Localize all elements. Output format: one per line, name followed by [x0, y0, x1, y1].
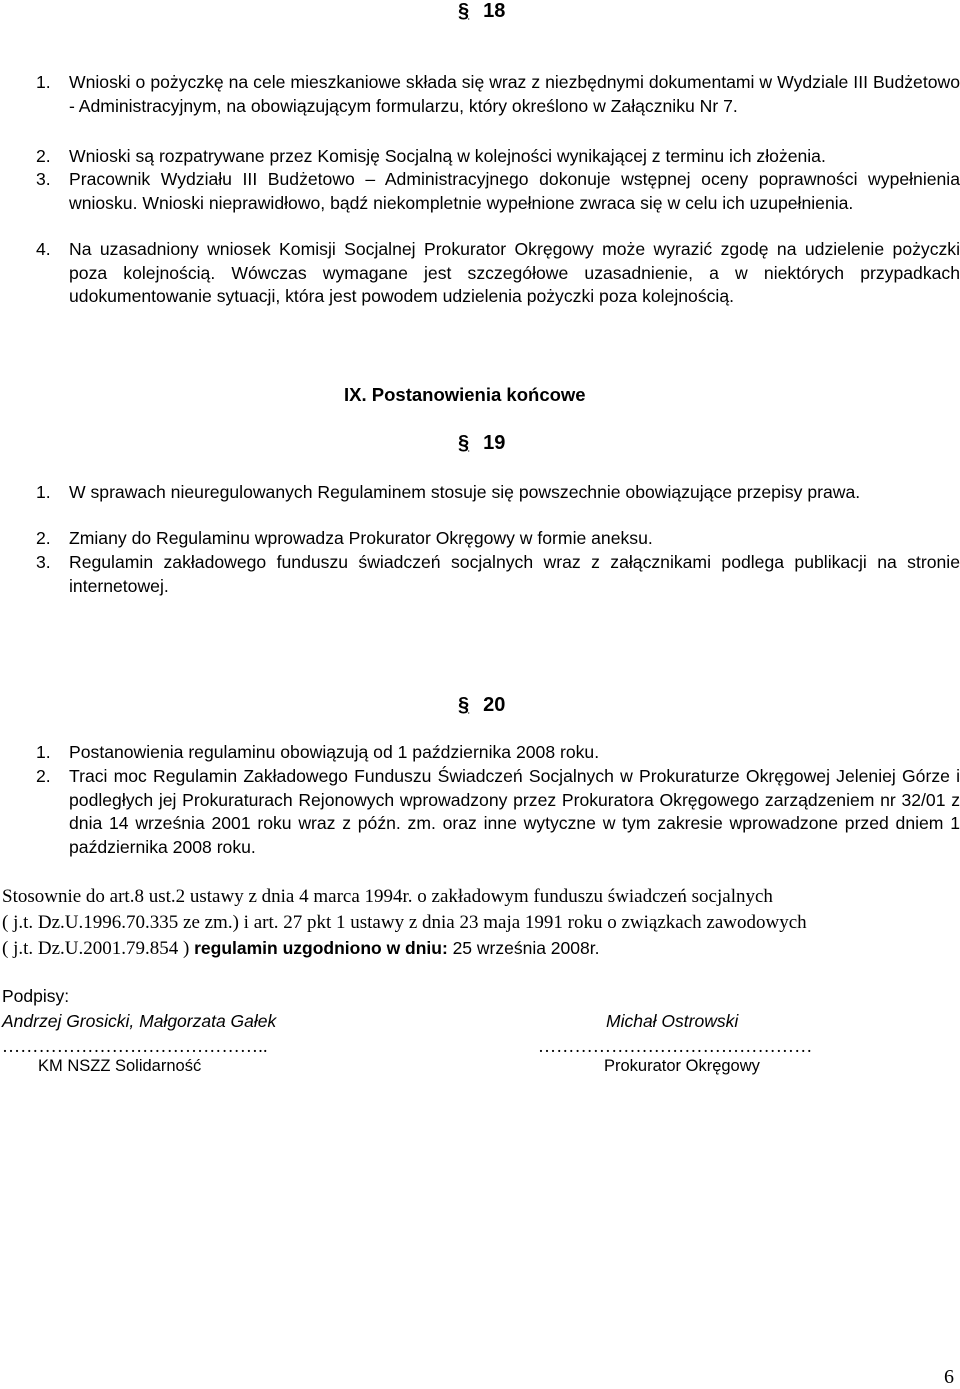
section-number: 20	[483, 694, 506, 716]
item-number: 1.	[36, 742, 51, 762]
page-number: 6	[944, 1366, 954, 1388]
left-signature-line: ……………………………………..	[2, 1036, 268, 1056]
list-item	[36, 481, 960, 505]
item-number: 2.	[36, 766, 51, 786]
agreement-date: 25 września 2008r.	[452, 938, 600, 958]
item-text: Regulamin zakładowego funduszu świadczeń socjalnych wraz z załącznikami podlega publikacji na stronie internetowej.	[69, 552, 960, 596]
list-item	[36, 145, 960, 169]
item-text: W sprawach nieuregulowanych Regulaminem stosuje się powszechnie obowiązujące przepisy prawa.	[69, 482, 861, 502]
item-text: Na uzasadniony wniosek Komisji Socjalnej Prokurator Okręgowy może wyrazić zgodę na udzielenie pożyczki poza kolejnością. Wówczas wymagane jest szczegółowe uzasadnienie, a w niektórych przypadkach udokumentowanie sytuacji, która jest powodem udzielenia pożyczki poza kolejnością.	[69, 239, 960, 306]
list-item	[36, 527, 960, 551]
signatures-label: Podpisy:	[2, 986, 70, 1006]
item-text: Wnioski o pożyczkę na cele mieszkaniowe składa się wraz z niezbędnymi dokumentami w Wydziale III Budżetowo - Administracyjnym, na obowiązującym formularzu, który określono w Załączniku Nr 7.	[69, 72, 960, 116]
section-number: 19	[483, 432, 506, 454]
section-symbol: §	[458, 0, 470, 22]
right-signatory-name: Michał Ostrowski	[606, 1011, 739, 1031]
agreement-statement: regulamin uzgodniono w dniu:	[194, 938, 448, 958]
item-number: 4.	[36, 239, 51, 259]
section-19-heading	[458, 432, 505, 455]
item-number: 1.	[36, 482, 51, 502]
item-number: 2.	[36, 528, 51, 548]
item-text: Wnioski są rozpatrywane przez Komisję Socjalną w kolejności wynikającej z terminu ich złożenia.	[69, 146, 826, 166]
left-signatories	[2, 1011, 276, 1032]
item-number: 2.	[36, 146, 51, 166]
legal-basis-citation: ( j.t. Dz.U.2001.79.854 )	[2, 938, 190, 959]
list-item	[36, 71, 960, 118]
list-item	[36, 765, 960, 859]
section-18-heading	[458, 0, 505, 23]
right-signature-line: ………………………………………	[538, 1036, 813, 1056]
legal-basis-line-2: ( j.t. Dz.U.1996.70.335 ze zm.) i art. 27 pkt 1 ustawy z dnia 23 maja 1991 roku o związkach zawodowych	[2, 912, 807, 933]
item-text: Traci moc Regulamin Zakładowego Funduszu Świadczeń Socjalnych w Prokuraturze Okręgowej Jeleniej Górze i podległych jej Prokuraturach Rejonowych wprowadzony przez Prokuratora Okręgowego zarządzeniem nr 32/01 z dnia 14 września 2001 roku wraz z późn. zm. oraz inne wytyczne w tym zakresie wprowadzone przed dniem 1 października 2008 roku.	[69, 766, 960, 857]
section-number: 18	[483, 0, 506, 22]
item-number: 1.	[36, 72, 51, 92]
item-text: Postanowienia regulaminu obowiązują od 1 października 2008 roku.	[69, 742, 600, 762]
list-item	[36, 168, 960, 215]
item-number: 3.	[36, 169, 51, 189]
item-text: Zmiany do Regulaminu wprowadza Prokurator Okręgowy w formie aneksu.	[69, 528, 653, 548]
section-symbol: §	[458, 694, 470, 716]
item-number: 3.	[36, 552, 51, 572]
chapter-title: IX. Postanowienia końcowe	[344, 384, 586, 405]
item-text: Pracownik Wydziału III Budżetowo – Administracyjnego dokonuje wstępnej oceny poprawności wypełnienia wniosku. Wnioski nieprawidłowo, bądź niekompletnie wypełnione zwraca się w celu ich uzupełnienia.	[69, 169, 960, 213]
list-item	[36, 238, 960, 309]
right-signatory	[606, 1011, 738, 1032]
legal-basis-line-3	[2, 936, 599, 962]
list-item	[36, 741, 960, 765]
section-symbol: §	[458, 432, 470, 454]
left-signatories-names: Andrzej Grosicki, Małgorzata Gałek	[2, 1011, 277, 1031]
section-20-heading	[458, 694, 505, 717]
right-signatory-title: Prokurator Okręgowy	[604, 1057, 760, 1075]
legal-basis-line-1: Stosownie do art.8 ust.2 ustawy z dnia 4 marca 1994r. o zakładowym funduszu świadczeń socjalnych	[2, 886, 773, 907]
list-item	[36, 551, 960, 598]
left-signatory-title: KM NSZZ Solidarność	[38, 1057, 202, 1075]
